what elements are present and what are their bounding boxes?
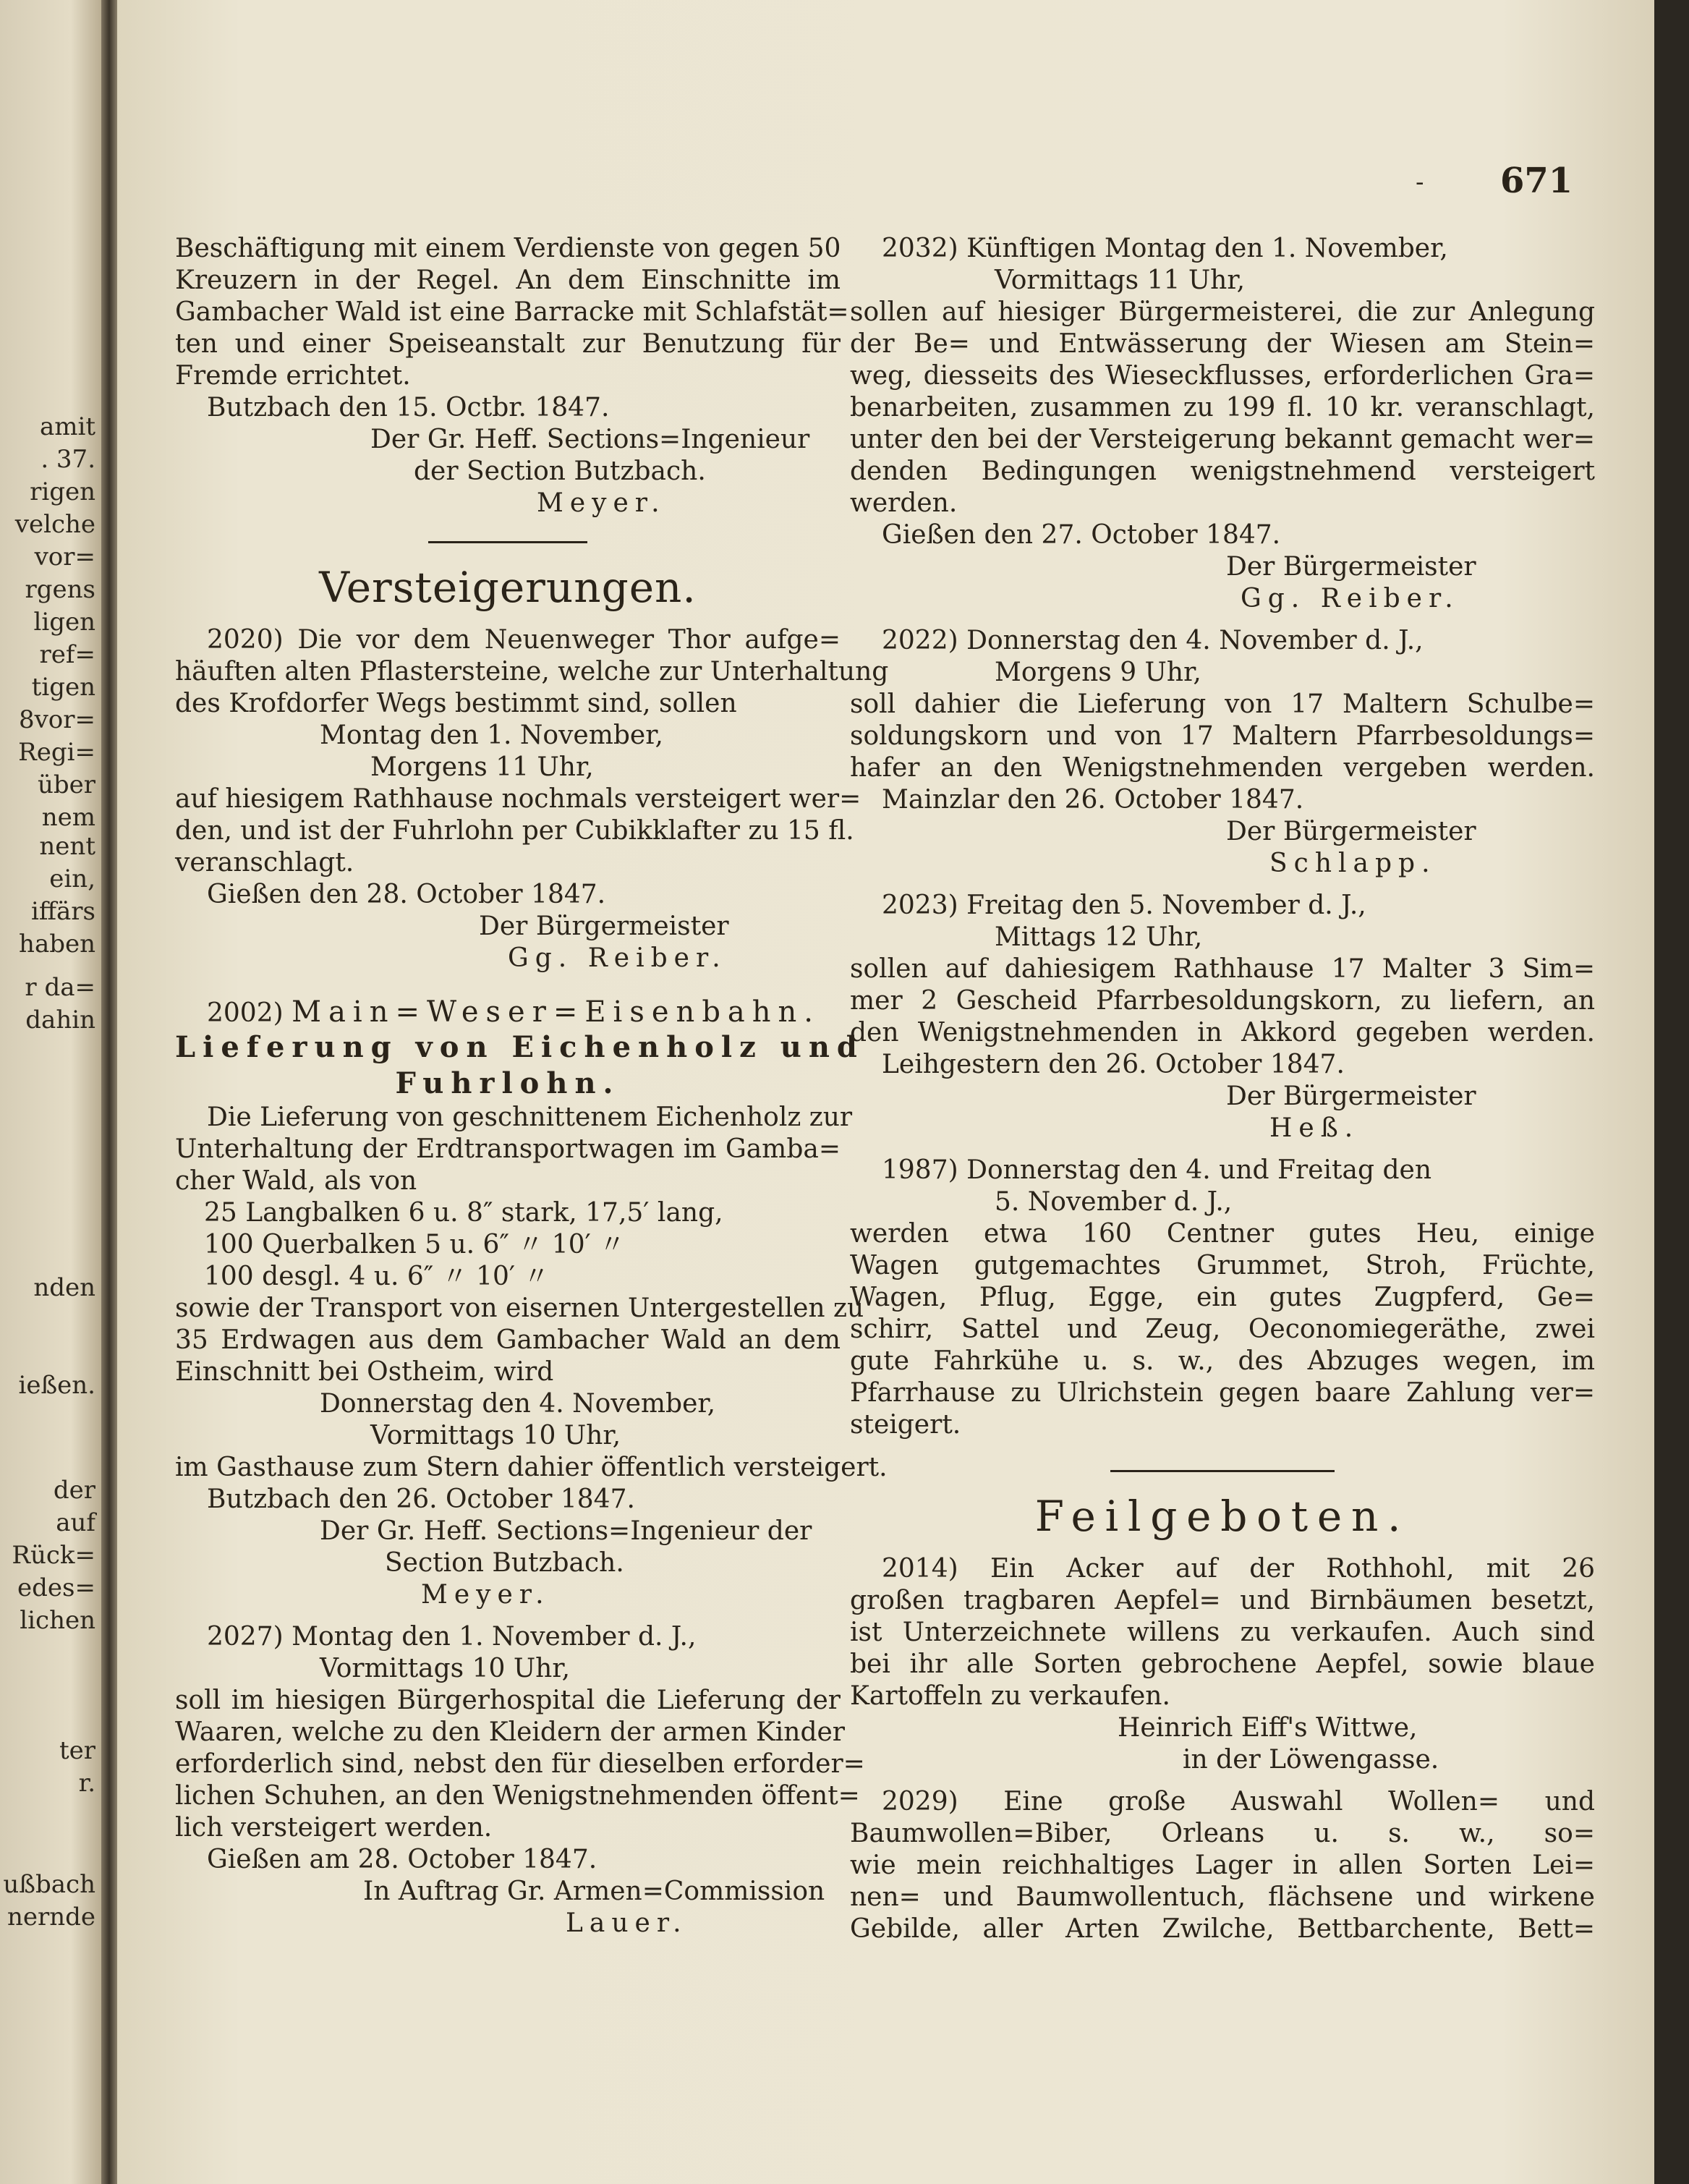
notice-signature: Lauer. <box>566 1908 688 1938</box>
notice-time: Mittags 12 Uhr, <box>995 922 1203 952</box>
previous-page-text-fragment: der <box>53 1476 95 1505</box>
text-line: 2027) Montag den 1. November d. J., <box>207 1622 697 1652</box>
notice-2014 <box>850 1553 1595 1776</box>
notice-2022 <box>850 625 1595 880</box>
text-line: Wagen gutgemachtes Grummet, Stroh, Früchte, <box>850 1251 1595 1280</box>
notice-1987 <box>850 1155 1595 1441</box>
notice-time: Montag den 1. November, <box>320 721 663 750</box>
previous-page-text-fragment: rgens <box>25 575 95 604</box>
text-line: schirr, Sattel und Zeug, Oeconomiegeräthe, zwei <box>850 1314 1595 1344</box>
text-line: Unterhaltung der Erdtransportwagen im Gamba= <box>175 1134 841 1164</box>
left-column <box>175 233 889 1939</box>
notice-signature: Der Gr. Heff. Sections=Ingenieur der <box>320 1516 812 1546</box>
previous-page-text-fragment: velche <box>14 510 95 539</box>
text-line: großen tragbaren Aepfel= und Birnbäumen besetzt, <box>850 1586 1595 1615</box>
section-heading-auctions: Versteigerungen. <box>319 563 697 612</box>
continuation-notice <box>175 233 849 519</box>
notice-2029 <box>850 1786 1595 1945</box>
text-line: Pfarrhause zu Ulrichstein gegen baare Zahlung ver= <box>850 1378 1595 1408</box>
text-line: den, und ist der Fuhrlohn per Cubikklafter zu 15 fl. <box>175 816 854 846</box>
notice-2002 <box>175 995 888 1611</box>
text-line: ten und einer Speiseanstalt zur Benutzung für <box>175 329 841 359</box>
text-line: im Gasthause zum Stern dahier öffentlich versteigert. <box>175 1453 888 1482</box>
notice-signature: Der Gr. Heff. Sections=Ingenieur <box>370 425 810 454</box>
text-line: 2022) Donnerstag den 4. November d. J., <box>882 626 1424 655</box>
text-line: Fremde errichtet. <box>175 361 411 391</box>
text-line: der Be= und Entwässerung der Wiesen am Stein= <box>850 329 1595 359</box>
notice-date: Gießen am 28. October 1847. <box>207 1845 597 1874</box>
previous-page-text-fragment: tigen <box>31 673 95 702</box>
text-line: gute Fahrkühe u. s. w., des Abzuges wegen, im <box>850 1346 1595 1376</box>
notice-signature: Schlapp. <box>1269 849 1437 878</box>
divider <box>1110 1470 1335 1472</box>
text-line: 35 Erdwagen aus dem Gambacher Wald an dem <box>175 1325 841 1355</box>
text-line: soll dahier die Lieferung von 17 Maltern Schulbe= <box>850 689 1595 719</box>
previous-page-text-fragment: nden <box>33 1273 95 1302</box>
notice-subtitle: Fuhrlohn. <box>395 1066 621 1100</box>
notice-signature: Der Bürgermeister <box>1226 817 1476 846</box>
page-number: 671 <box>1500 161 1573 201</box>
notice-time: Vormittags 10 Uhr, <box>320 1654 571 1683</box>
text-line: lich versteigert werden. <box>175 1813 493 1843</box>
text-line: Die Lieferung von geschnittenem Eichenholz zur <box>207 1102 853 1132</box>
text-line: Gambacher Wald ist eine Barracke mit Schlafstät= <box>175 297 849 327</box>
notice-signature: Heß. <box>1269 1113 1360 1143</box>
previous-page-text-fragment: edes= <box>17 1573 95 1602</box>
notice-time: Vormittags 11 Uhr, <box>995 265 1246 295</box>
previous-page-text-fragment: iffärs <box>30 897 95 926</box>
timber-list-row: 100 desgl. 4 u. 6″ 〃 10′ 〃 <box>204 1262 550 1291</box>
text-line: weg, diesseits des Wieseckflusses, erforderlichen Gra= <box>850 361 1595 391</box>
notice-headline <box>175 996 841 1029</box>
previous-page-text-fragment: ligen <box>33 608 95 637</box>
text-line: Baumwollen=Biber, Orleans u. s. w., so= <box>850 1819 1595 1848</box>
previous-page-text-fragment: . 37. <box>41 445 95 474</box>
previous-page-text-fragment: r. <box>78 1769 95 1798</box>
text-line: wie mein reichhaltiges Lager in allen Sorten Lei= <box>850 1851 1595 1880</box>
text-line: auf hiesigem Rathhause nochmals versteigert wer= <box>175 784 861 814</box>
text-line: den Wenigstnehmenden in Akkord gegeben werden. <box>850 1018 1595 1048</box>
text-line: 2014) Ein Acker auf der Rothhohl, mit 26 <box>882 1554 1595 1584</box>
text-line: sollen auf hiesiger Bürgermeisterei, die zur Anlegung <box>850 297 1595 327</box>
previous-page-text-fragment: ref= <box>39 640 95 669</box>
notice-signature: In Auftrag Gr. Armen=Commission <box>363 1877 825 1906</box>
text-line: häuften alten Pflastersteine, welche zur Unterhaltung <box>175 657 889 687</box>
text-line: lichen Schuhen, an den Wenigstnehmenden öffent= <box>175 1781 860 1811</box>
text-line: mer 2 Gescheid Pfarrbesoldungskorn, zu liefern, an <box>850 986 1595 1016</box>
text-line: veranschlagt. <box>175 848 354 878</box>
notice-subtitle: Lieferung von Eichenholz und <box>175 1030 864 1064</box>
text-line: Kreuzern in der Regel. An dem Einschnitte im <box>175 265 841 295</box>
previous-page-text-fragment: amit <box>39 412 95 441</box>
text-line: Beschäftigung mit einem Verdienste von gegen 50 <box>175 234 841 263</box>
notice-2023 <box>850 890 1595 1144</box>
notice-time: Vormittags 10 Uhr, <box>370 1421 621 1450</box>
previous-page-text-fragment: nem <box>41 803 95 832</box>
previous-page-text-fragment: 8vor= <box>18 705 95 734</box>
text-line: erforderlich sind, nebst den für dieselben erforder= <box>175 1749 865 1779</box>
notice-signature: Gg. Reiber. <box>1241 584 1460 613</box>
text-line: werden. <box>850 488 958 518</box>
text-line: soldungskorn und von 17 Maltern Pfarrbesoldungs= <box>850 721 1595 751</box>
notice-date: Gießen den 28. October 1847. <box>207 880 606 909</box>
notice-signature: Meyer. <box>421 1580 550 1610</box>
previous-page-text-fragment: ter <box>59 1736 95 1765</box>
previous-page-text-fragment: Regi= <box>18 738 95 767</box>
previous-page-text-fragment: vor= <box>34 543 95 572</box>
notice-time: Morgens 9 Uhr, <box>995 658 1201 687</box>
previous-page-text-fragment: nernde <box>7 1903 95 1932</box>
notice-date: Mainzlar den 26. October 1847. <box>882 785 1304 815</box>
notice-signature: der Section Butzbach. <box>414 456 706 486</box>
newspaper-page <box>117 0 1654 2184</box>
text-line: Gebilde, aller Arten Zwilche, Bettbarchente, Bett= <box>850 1914 1595 1944</box>
previous-page-text-fragment: r da= <box>25 973 95 1002</box>
text-line: denden Bedingungen wenigstnehmend versteigert <box>850 456 1595 486</box>
text-line: 2029) Eine große Auswahl Wollen= und <box>882 1787 1595 1817</box>
previous-page-text-fragment: über <box>37 770 95 799</box>
previous-page-text-fragment: Rück= <box>12 1541 95 1570</box>
notice-signature: Der Bürgermeister <box>1226 1082 1476 1111</box>
notice-date: Butzbach den 15. Octbr. 1847. <box>207 393 610 422</box>
notice-signature: in der Löwengasse. <box>1183 1745 1439 1775</box>
text-line: hafer an den Wenigstnehmenden vergeben werden. <box>850 753 1595 783</box>
text-line: cher Wald, als von <box>175 1166 417 1196</box>
previous-page-text-fragment: ießen. <box>18 1371 95 1400</box>
notice-signature: Meyer. <box>537 488 666 518</box>
previous-page-text-fragment: auf <box>56 1508 95 1537</box>
text-line: Wagen, Pflug, Egge, ein gutes Zugpferd, Ge= <box>850 1283 1595 1312</box>
notice-2032 <box>850 233 1595 615</box>
text-line: nen= und Baumwollentuch, flächsene und wirkene <box>850 1882 1595 1912</box>
previous-page-text-fragment: haben <box>19 930 95 959</box>
text-line: soll im hiesigen Bürgerhospital die Lieferung der <box>175 1686 841 1715</box>
previous-page-text-fragment: ein, <box>49 864 95 893</box>
previous-page-text-fragment: dahin <box>25 1006 95 1034</box>
section-heading-for-sale: Feilgeboten. <box>1034 1492 1411 1541</box>
notice-date: Gießen den 27. October 1847. <box>882 520 1281 550</box>
previous-page-text-fragment: ußbach <box>3 1870 95 1899</box>
timber-list-row: 25 Langbalken 6 u. 8″ stark, 17,5′ lang, <box>204 1198 723 1228</box>
book-gutter <box>101 0 117 2184</box>
notice-signature: Section Butzbach. <box>385 1548 624 1578</box>
text-line: 2032) Künftigen Montag den 1. November, <box>882 234 1448 263</box>
notice-time: 5. November d. J., <box>995 1187 1233 1217</box>
notice-time: Morgens 11 Uhr, <box>370 752 594 782</box>
text-line: sollen auf dahiesigem Rathhause 17 Malter 3 Sim= <box>850 954 1595 984</box>
timber-list-row: 100 Querbalken 5 u. 6″ 〃 10′ 〃 <box>204 1230 626 1259</box>
notice-number: 2002) <box>207 998 284 1028</box>
right-column <box>850 233 1595 1945</box>
text-line: Einschnitt bei Ostheim, wird <box>175 1357 554 1387</box>
text-line: steigert. <box>850 1410 961 1440</box>
page-mark: - <box>1416 168 1424 197</box>
text-line: unter den bei der Versteigerung bekannt gemacht wer= <box>850 425 1595 454</box>
divider <box>428 541 587 543</box>
previous-page-text-fragment: nent <box>39 832 95 861</box>
text-line: 2023) Freitag den 5. November d. J., <box>882 891 1366 920</box>
notice-date: Butzbach den 26. October 1847. <box>207 1484 635 1514</box>
text-line: 2020) Die vor dem Neuenweger Thor aufge= <box>207 625 841 655</box>
notice-signature: Der Bürgermeister <box>1226 552 1476 582</box>
text-line: ist Unterzeichnete willens zu verkaufen. Auch sind <box>850 1618 1595 1647</box>
previous-page-text-fragment: rigen <box>30 477 95 506</box>
text-line: 1987) Donnerstag den 4. und Freitag den <box>882 1155 1432 1185</box>
notice-title: Main=Weser=Eisenbahn. <box>292 995 821 1029</box>
text-line: bei ihr alle Sorten gebrochene Aepfel, sowie blaue <box>850 1649 1595 1679</box>
text-line: Kartoffeln zu verkaufen. <box>850 1681 1170 1711</box>
text-line: benarbeiten, zusammen zu 199 fl. 10 kr. veranschlagt, <box>850 393 1595 422</box>
text-line: werden etwa 160 Centner gutes Heu, einige <box>850 1219 1595 1249</box>
notice-signature: Der Bürgermeister <box>479 912 729 941</box>
notice-signature: Gg. Reiber. <box>508 943 727 973</box>
text-line: sowie der Transport von eisernen Untergestellen zu <box>175 1293 864 1323</box>
notice-2027 <box>175 1621 865 1939</box>
notice-2020 <box>175 624 889 974</box>
notice-signature: Heinrich Eiff's Wittwe, <box>1118 1713 1418 1743</box>
previous-page-edge <box>0 0 101 2184</box>
notice-date: Leihgestern den 26. October 1847. <box>882 1050 1345 1079</box>
previous-page-text-fragment: lichen <box>20 1606 95 1635</box>
text-line: Waaren, welche zu den Kleidern der armen Kinder <box>175 1717 845 1747</box>
notice-time: Donnerstag den 4. November, <box>320 1389 716 1419</box>
text-line: des Krofdorfer Wegs bestimmt sind, sollen <box>175 689 737 718</box>
